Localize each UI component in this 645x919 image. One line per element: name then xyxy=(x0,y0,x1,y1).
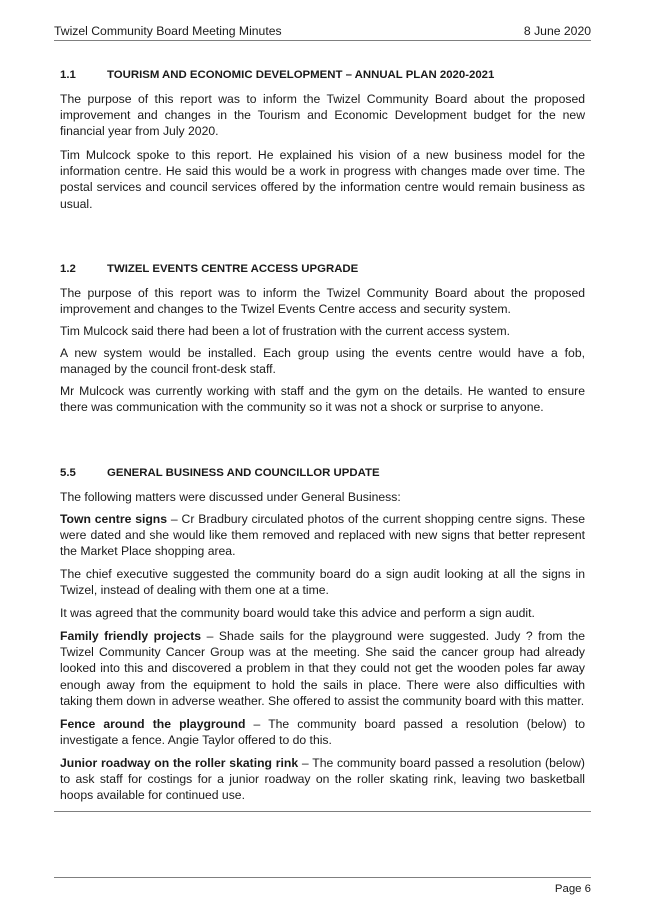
paragraph-lead: Junior roadway on the roller skating rink xyxy=(60,756,299,770)
paragraph: The following matters were discussed under General Business: xyxy=(60,490,401,504)
section-heading-1-1 xyxy=(60,69,494,81)
section-title: TWIZEL EVENTS CENTRE ACCESS UPGRADE xyxy=(107,263,359,275)
paragraph: It was agreed that the community board would take this advice and perform a sign audit. xyxy=(60,606,535,620)
meeting-date: 8 June 2020 xyxy=(523,24,591,38)
section-number: 1.2 xyxy=(60,263,76,275)
paragraph: Mr Mulcock was currently working with staff and the gym on the details. He wanted to ensure there was communication with the community so it was not a shock or surprise to anyone. xyxy=(60,384,585,415)
page-number: Page 6 xyxy=(554,883,591,895)
section-number: 5.5 xyxy=(60,467,76,479)
paragraph: Tim Mulcock spoke to this report. He explained his vision of a new business model for the information centre. He said this would be a work in progress with changes made over time. The postal services and council services offered by the information centre would remain business as usual. xyxy=(60,148,585,211)
paragraph-lead: Family friendly projects xyxy=(60,629,202,643)
paragraph-lead: Town centre signs xyxy=(60,512,168,526)
section-number: 1.1 xyxy=(60,69,76,81)
paragraph: The chief executive suggested the community board do a sign audit looking at all the signs in Twizel, instead of dealing with them one at a time. xyxy=(60,567,585,598)
paragraph-fence-playground: Fence around the playground – The community board passed a resolution (below) to investigate a fence. Angie Taylor offered to do this. xyxy=(60,717,585,748)
paragraph: Tim Mulcock said there had been a lot of frustration with the current access system. xyxy=(60,324,511,338)
paragraph-lead: Fence around the playground xyxy=(60,717,246,731)
page-header xyxy=(54,22,591,41)
paragraph-junior-roadway: Junior roadway on the roller skating rink – The community board passed a resolution (below) to ask staff for costings for a junior roadway on the roller skating rink, leaving two basketball hoops available for continued use. xyxy=(60,756,585,803)
paragraph-town-centre-signs: Town centre signs – Cr Bradbury circulated photos of the current shopping centre signs. These were dated and she would like them removed and replaced with new signs that better represent the Market Place shopping area. xyxy=(60,512,585,559)
document-title: Twizel Community Board Meeting Minutes xyxy=(54,24,282,38)
paragraph-family-friendly-projects: Family friendly projects – Shade sails for the playground were suggested. Judy ? from the Twizel Community Cancer Group was at the meeting. She said the cancer group had already looked into this and discovered a problem in that they could not get the wooden poles far away enough away from the equipment to hold the sails in place. There were also difficulties with taking them down in adverse weather. She offered to assist the community board with this matter. xyxy=(60,629,586,708)
section-title: TOURISM AND ECONOMIC DEVELOPMENT – ANNUAL PLAN 2020-2021 xyxy=(107,69,495,81)
section-divider xyxy=(54,811,591,812)
paragraph: The purpose of this report was to inform the Twizel Community Board about the proposed improvement and changes to the Twizel Events Centre access and security system. xyxy=(60,286,585,317)
section-title: GENERAL BUSINESS AND COUNCILLOR UPDATE xyxy=(107,467,380,479)
paragraph: The purpose of this report was to inform the Twizel Community Board about the proposed improvement and changes in the Tourism and Economic Development budget for the new financial year from July 2020. xyxy=(60,92,585,139)
footer-rule xyxy=(54,877,591,878)
section-heading-5-5 xyxy=(60,467,380,479)
paragraph: A new system would be installed. Each group using the events centre would have a fob, managed by the council front-desk staff. xyxy=(60,346,585,377)
section-heading-1-2 xyxy=(60,263,358,275)
